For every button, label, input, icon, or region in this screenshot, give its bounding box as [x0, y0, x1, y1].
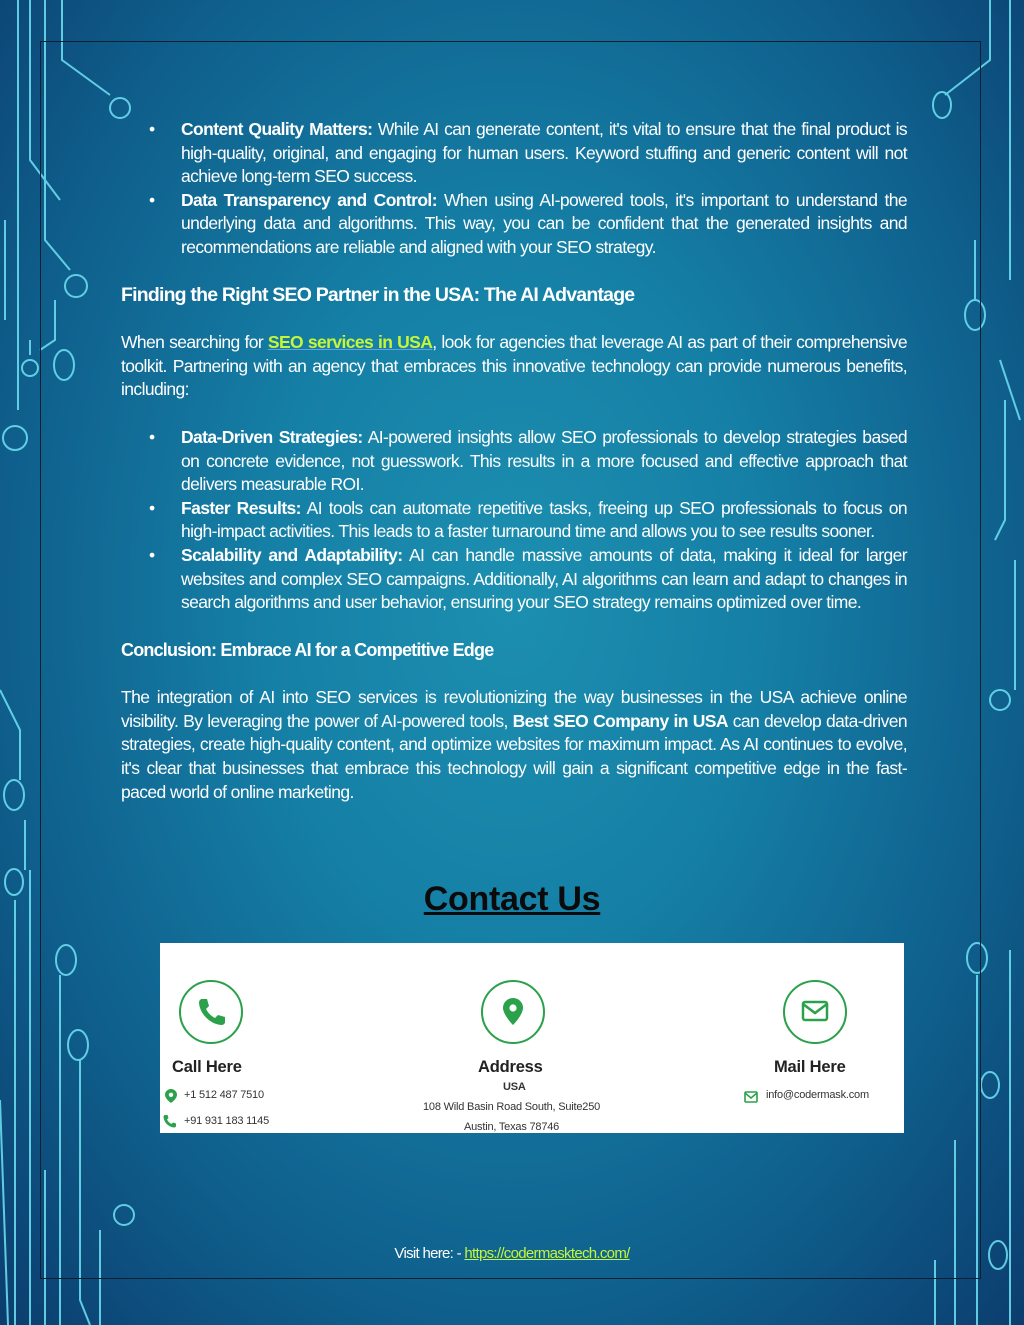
footer — [0, 1245, 1024, 1262]
list-item-title: Faster Results: — [181, 497, 301, 518]
address-city: Austin, Texas 78746 — [464, 1121, 560, 1133]
website-link[interactable]: https://codermasktech.com/ — [464, 1245, 630, 1262]
phone-number-usa[interactable]: +1 512 487 7510 — [184, 1089, 264, 1101]
list-item-text: AI tools can automate repetitive tasks, freeing up SEO professionals to focus on high-impact activities. This leads to a faster turnaround time and allows you to see results sooner. — [181, 497, 907, 542]
list-item — [121, 426, 907, 497]
list-item — [121, 544, 907, 615]
conclusion-text-start: The integration of AI into SEO services is revolutionizing the way businesses in the USA achieve online visibility. By leveraging the power of AI-powered tools, — [121, 687, 907, 731]
list-item-text: While AI can generate content, it's vital to ensure that the final product is high-quality, original, and engaging for human users. Keyword stuffing and generic content will not achieve long-term SEO success. — [181, 119, 908, 187]
section-heading-partner: Finding the Right SEO Partner in the USA: The AI Advantage — [121, 283, 635, 306]
list-item-text: AI can handle massive amounts of data, making it ideal for larger websites and complex SEO campaigns. Additionally, AI algorithms can learn and adapt to changes in search algorithms and user behavior, ensuring your SEO strategy remains optimized over time. — [181, 544, 907, 613]
partner-intro-paragraph — [121, 331, 907, 402]
address-street: 108 Wild Basin Road South, Suite250 — [423, 1101, 601, 1113]
bullet-dot: • — [149, 189, 155, 210]
contact-us-heading: Contact Us — [423, 880, 601, 918]
article-body — [121, 118, 907, 804]
address-country: USA — [503, 1081, 526, 1093]
bullet-dot: • — [149, 497, 155, 518]
list-item-title: Data Transparency and Control: — [181, 189, 437, 210]
email-address[interactable]: info@codermask.com — [766, 1089, 869, 1101]
address-label: Address — [478, 1058, 543, 1076]
bullet-dot: • — [149, 119, 155, 139]
partner-intro-start: When searching for — [121, 332, 268, 353]
mail-circle-icon — [783, 980, 847, 1044]
bullet-dot: • — [149, 426, 155, 447]
location-pin-icon — [165, 1089, 177, 1108]
contact-card — [160, 943, 904, 1133]
best-seo-company-text: Best SEO Company in USA — [512, 710, 728, 731]
mail-here-label: Mail Here — [774, 1058, 846, 1076]
bullet-list-benefits — [121, 426, 907, 615]
list-item-title: Scalability and Adaptability: — [181, 544, 403, 565]
phone-small-icon — [163, 1114, 177, 1133]
conclusion-paragraph — [121, 686, 907, 804]
section-heading-conclusion: Conclusion: Embrace AI for a Competitive Edge — [121, 639, 494, 660]
bullet-list-considerations — [121, 118, 907, 260]
list-item — [121, 118, 907, 189]
call-here-label: Call Here — [172, 1058, 242, 1076]
bullet-dot: • — [149, 544, 155, 565]
list-item — [121, 497, 907, 544]
list-item-text: AI-powered insights allow SEO professionals to develop strategies based on concrete evidence, not guesswork. This results in a more focused and effective approach that delivers measurable ROI. — [181, 426, 907, 495]
conclusion-text-end: can develop data-driven strategies, create high-quality content, and optimize websites for maximum impact. As AI continues to evolve, it's clear that businesses that embrace this technology will gain a significant competitive edge in the fast-paced world of online marketing. — [121, 710, 907, 802]
list-item-title: Content Quality Matters: — [181, 119, 373, 139]
phone-number-india[interactable]: +91 931 183 1145 — [184, 1115, 269, 1127]
location-circle-icon — [481, 980, 545, 1044]
seo-services-link[interactable]: SEO services in USA — [267, 332, 433, 353]
list-item-title: Data-Driven Strategies: — [181, 426, 363, 447]
phone-circle-icon — [179, 980, 243, 1044]
footer-prefix: Visit here: - — [394, 1245, 465, 1262]
partner-intro-end: , look for agencies that leverage AI as part of their comprehensive toolkit. Partnering with an agency that embraces this innovative technology can provide numerous benefits, including: — [121, 332, 908, 400]
list-item — [121, 189, 907, 260]
list-item-text: When using AI-powered tools, it's important to understand the underlying data and algorithms. This way, you can be confident that the generated insights and recommendations are reliable and aligned with your SEO strategy. — [181, 189, 907, 257]
envelope-small-icon — [744, 1089, 758, 1108]
